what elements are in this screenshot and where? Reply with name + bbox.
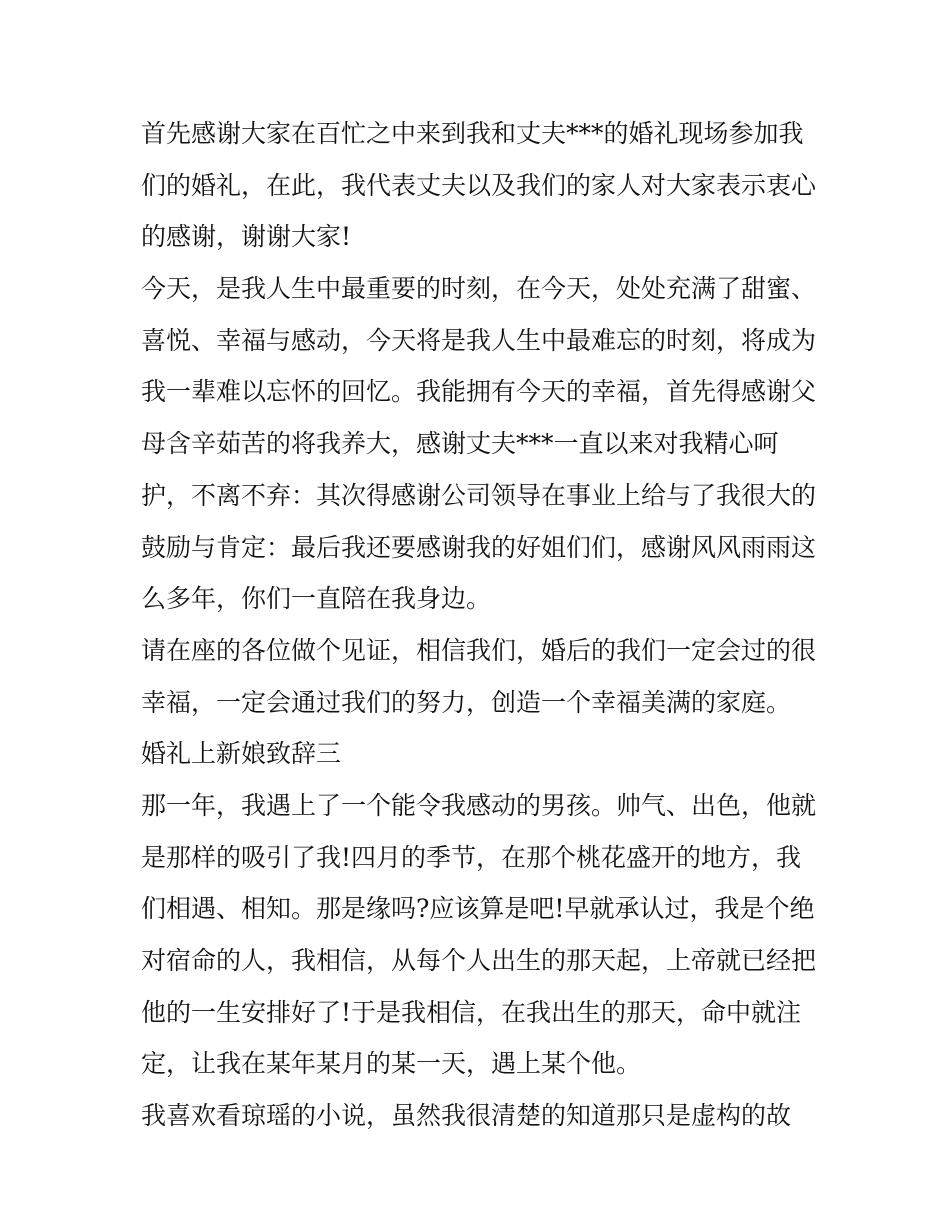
paragraph-2-line-2: 喜悦、幸福与感动，今天将是我人生中最难忘的时刻，将成为 bbox=[141, 325, 817, 355]
paragraph-4-line-4: 对宿命的人，我相信，从每个人出生的那天起，上帝就已经把 bbox=[141, 946, 817, 975]
paragraph-2-line-1: 今天，是我人生中最重要的时刻，在今天，处处充满了甜蜜、 bbox=[141, 274, 817, 304]
document-body bbox=[141, 108, 821, 1142]
paragraph-4-line-5: 他的一生安排好了!于是我相信，在我出生的那天，命中就注 bbox=[141, 997, 802, 1027]
paragraph-2-line-3: 我一辈难以忘怀的回忆。我能拥有今天的幸福，首先得感谢父 bbox=[141, 377, 817, 407]
paragraph-1-line-1: 首先感谢大家在百忙之中来到我和丈夫***的婚礼现场参加我 bbox=[141, 119, 804, 148]
paragraph-3-line-2: 幸福，一定会通过我们的努力，创造一个幸福美满的家庭。 bbox=[141, 687, 792, 717]
section-heading: 婚礼上新娘致辞三 bbox=[141, 739, 342, 769]
paragraph-1-line-3: 的感谢，谢谢大家! bbox=[141, 222, 352, 252]
paragraph-4-line-3: 们相遇、相知。那是缘吗?应该算是吧!早就承认过，我是个绝 bbox=[141, 894, 815, 924]
paragraph-1-line-2: 们的婚礼，在此，我代表丈夫以及我们的家人对大家表示衷心 bbox=[141, 170, 817, 200]
paragraph-4-line-6: 定，让我在某年某月的某一天，遇上某个他。 bbox=[141, 1049, 642, 1079]
paragraph-3-line-1: 请在座的各位做个见证，相信我们，婚后的我们一定会过的很 bbox=[141, 635, 817, 665]
paragraph-2-line-4: 母含辛茹苦的将我养大，感谢丈夫***一直以来对我精心呵 bbox=[141, 429, 779, 459]
paragraph-4-line-1: 那一年，我遇上了一个能令我感动的男孩。帅气、出色，他就 bbox=[141, 790, 817, 820]
paragraph-5-line-1: 我喜欢看琼瑶的小说，虽然我很清楚的知道那只是虚构的故 bbox=[141, 1101, 792, 1131]
paragraph-2-line-6: 鼓励与肯定：最后我还要感谢我的好姐们们，感谢风风雨雨这 bbox=[141, 532, 817, 562]
paragraph-2-line-5: 护，不离不弃：其次得感谢公司领导在事业上给与了我很大的 bbox=[141, 480, 817, 510]
paragraph-4-line-2: 是那样的吸引了我!四月的季节，在那个桃花盛开的地方，我 bbox=[141, 842, 802, 872]
paragraph-2-line-7: 么多年，你们一直陪在我身边。 bbox=[141, 584, 492, 614]
